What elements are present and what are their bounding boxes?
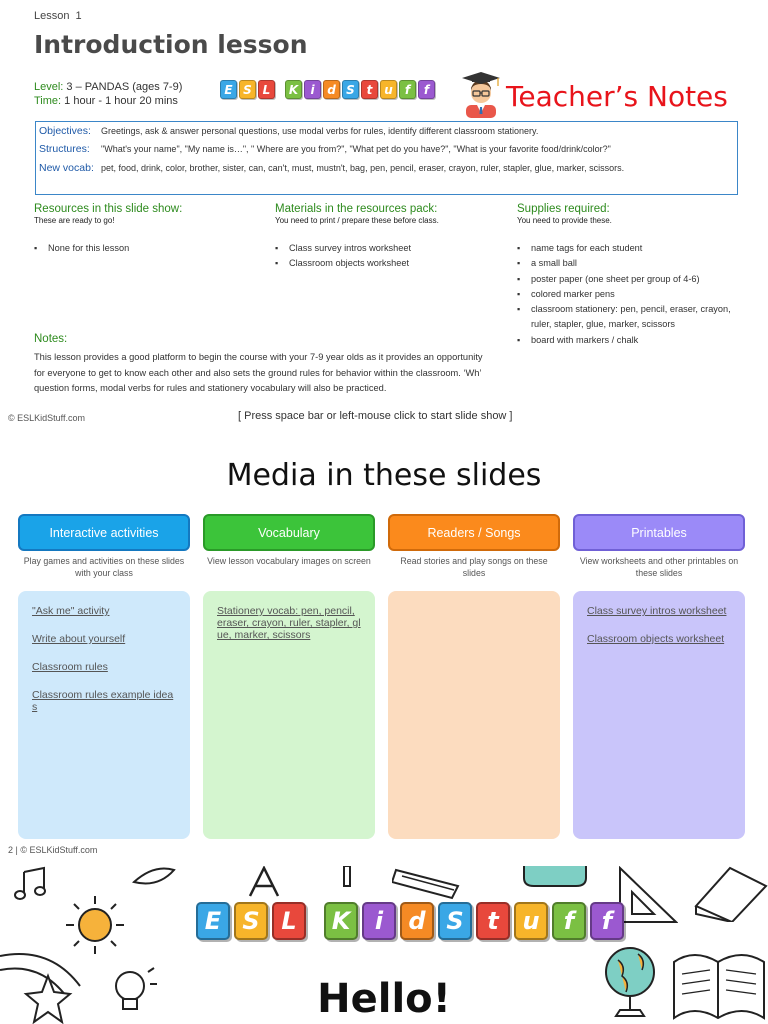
media-column-vocabulary	[203, 514, 375, 839]
media-link[interactable]: Class survey intros worksheet	[587, 605, 727, 617]
readers-songs-description: Read stories and play songs on these slides	[400, 556, 548, 578]
media-link[interactable]: Classroom rules example ideas	[32, 689, 174, 713]
supplies-subtitle: You need to provide these.	[517, 216, 612, 225]
hello-heading: Hello!	[317, 976, 451, 1022]
resources-list	[34, 241, 264, 256]
materials-subtitle: You need to print / prepare these before class.	[275, 216, 439, 225]
logo-letter-block: f	[552, 902, 586, 940]
level-info: Level: 3 – PANDAS (ages 7-9)	[34, 81, 183, 93]
logo-letter-block: i	[304, 80, 321, 99]
esl-kidstuff-logo	[220, 80, 435, 99]
list-item: ▪ Classroom objects worksheet	[275, 256, 505, 271]
vocabulary-description: View lesson vocabulary images on screen	[207, 556, 371, 566]
music-note-icon	[10, 866, 52, 902]
lesson-number: Lesson 1	[34, 10, 82, 22]
logo-blocks-esl	[196, 902, 306, 940]
media-column-interactive-activities	[18, 514, 190, 839]
logo-letter-block: S	[438, 902, 472, 940]
logo-blocks-kidstuff	[324, 902, 624, 940]
vocab-row	[39, 162, 624, 174]
vocab-text: pet, food, drink, color, brother, sister, can, can't, must, mustn't, bag, pen, pencil, eraser, crayon, ruler, stapler, glue, marker, scissors.	[101, 163, 625, 173]
logo-letter-block: f	[399, 80, 416, 99]
pencil-icon	[336, 866, 358, 888]
leaf-icon	[132, 866, 176, 888]
resources-column	[34, 203, 264, 256]
notes-title: Notes:	[34, 333, 68, 345]
objectives-box	[35, 121, 738, 195]
logo-blocks-esl	[220, 80, 275, 99]
logo-letter-block: L	[258, 80, 275, 99]
list-item: ▪ board with markers / chalk	[517, 333, 737, 348]
logo-letter-block: K	[324, 902, 358, 940]
hello-slide	[0, 866, 768, 1024]
time-info: Time: 1 hour - 1 hour 20 mins	[34, 95, 178, 107]
media-link[interactable]: "Ask me" activity	[32, 605, 110, 617]
objectives-label: Objectives:	[39, 125, 91, 137]
materials-list	[275, 241, 505, 272]
logo-letter-block: u	[514, 902, 548, 940]
supplies-list	[517, 241, 737, 348]
list-item: ▪ poster paper (one sheet per group of 4-6)	[517, 272, 737, 287]
logo-letter-block: d	[400, 902, 434, 940]
logo-letter-block: t	[361, 80, 378, 99]
logo-letter-block: K	[285, 80, 302, 99]
vocab-label: New vocab:	[39, 162, 94, 174]
media-column-printables	[573, 514, 745, 839]
notes-body: This lesson provides a good platform to begin the course with your 7-9 year olds as it provides an opportunity for everyone to get to know each other and also sets the ground rules for behavior within the classroom. ‘Wh’ question forms, modal verbs for rules and stationery vocabulary will also be practiced.	[34, 352, 483, 393]
interactive-activities-description: Play games and activities on these slides with your class	[23, 556, 185, 578]
logo-letter-block: u	[380, 80, 397, 99]
letter-a-icon	[244, 866, 288, 900]
list-item: ▪ Class survey intros worksheet	[275, 241, 505, 256]
teacher-icon	[460, 72, 502, 118]
book-icon	[392, 866, 462, 900]
copyright: © ESLKidStuff.com	[8, 413, 86, 423]
esl-kidstuff-logo-large	[196, 902, 624, 940]
logo-letter-block: E	[196, 902, 230, 940]
materials-column	[275, 203, 505, 272]
resources-title: Resources in this slide show:	[34, 203, 183, 215]
materials-title: Materials in the resources pack:	[275, 203, 438, 215]
printables-button[interactable]: Printables	[573, 514, 745, 551]
printables-description: View worksheets and other printables on these slides	[579, 556, 739, 578]
media-link[interactable]: Classroom rules	[32, 661, 108, 673]
structures-label: Structures:	[39, 143, 90, 155]
logo-letter-block: t	[476, 902, 510, 940]
vocabulary-panel	[203, 591, 375, 839]
bag-icon	[520, 866, 590, 890]
media-slide	[0, 440, 768, 865]
logo-letter-block: f	[418, 80, 435, 99]
teacher-notes-slide	[0, 0, 768, 430]
list-item: ▪ None for this lesson	[34, 241, 264, 256]
media-column-readers-songs	[388, 514, 560, 839]
vocabulary-button[interactable]: Vocabulary	[203, 514, 375, 551]
list-item: ▪ name tags for each student	[517, 241, 737, 256]
supplies-title: Supplies required:	[517, 203, 610, 215]
logo-letter-block: S	[342, 80, 359, 99]
printables-panel	[573, 591, 745, 839]
objectives-text: Greetings, ask & answer personal questions, use modal verbs for rules, identify different classroom stationery.	[101, 126, 539, 136]
media-link[interactable]: Classroom objects worksheet	[587, 633, 725, 645]
supplies-column	[517, 203, 737, 348]
logo-blocks-kidstuff	[285, 80, 435, 99]
logo-letter-block: f	[590, 902, 624, 940]
list-item: ▪ a small ball	[517, 256, 737, 271]
resources-subtitle: These are ready to go!	[34, 216, 115, 225]
logo-letter-block: S	[239, 80, 256, 99]
objectives-row	[39, 125, 538, 137]
interactive-activities-button[interactable]: Interactive activities	[18, 514, 190, 551]
media-link[interactable]: Write about yourself	[32, 633, 126, 645]
list-item: ▪ classroom stationery: pen, pencil, eraser, crayon, ruler, stapler, glue, marker, scissors	[517, 302, 737, 333]
set-square-icon	[618, 866, 678, 924]
start-slideshow-hint[interactable]: [ Press space bar or left-mouse click to start slide show ]	[238, 410, 513, 422]
books-icon	[690, 866, 768, 922]
media-title: Media in these slides	[226, 458, 542, 493]
logo-letter-block: d	[323, 80, 340, 99]
readers-songs-button[interactable]: Readers / Songs	[388, 514, 560, 551]
media-link[interactable]: Stationery vocab: pen, pencil, eraser, crayon, ruler, stapler, glue, marker, scissors	[217, 605, 361, 641]
logo-letter-block: i	[362, 902, 396, 940]
interactive-activities-panel	[18, 591, 190, 839]
logo-letter-block: S	[234, 902, 268, 940]
slide-footer: 2 | © ESLKidStuff.com	[8, 845, 98, 855]
logo-letter-block: E	[220, 80, 237, 99]
readers-songs-panel	[388, 591, 560, 839]
structures-row	[39, 143, 611, 155]
structures-text: "What's your name", "My name is…", " Where are you from?", "What pet do you have?", "What is your favorite food/drink/color?"	[101, 144, 611, 154]
list-item: ▪ colored marker pens	[517, 287, 737, 302]
teacher-notes-heading: Teacher’s Notes	[506, 80, 728, 113]
lesson-title: Introduction lesson	[34, 30, 308, 59]
logo-letter-block: L	[272, 902, 306, 940]
